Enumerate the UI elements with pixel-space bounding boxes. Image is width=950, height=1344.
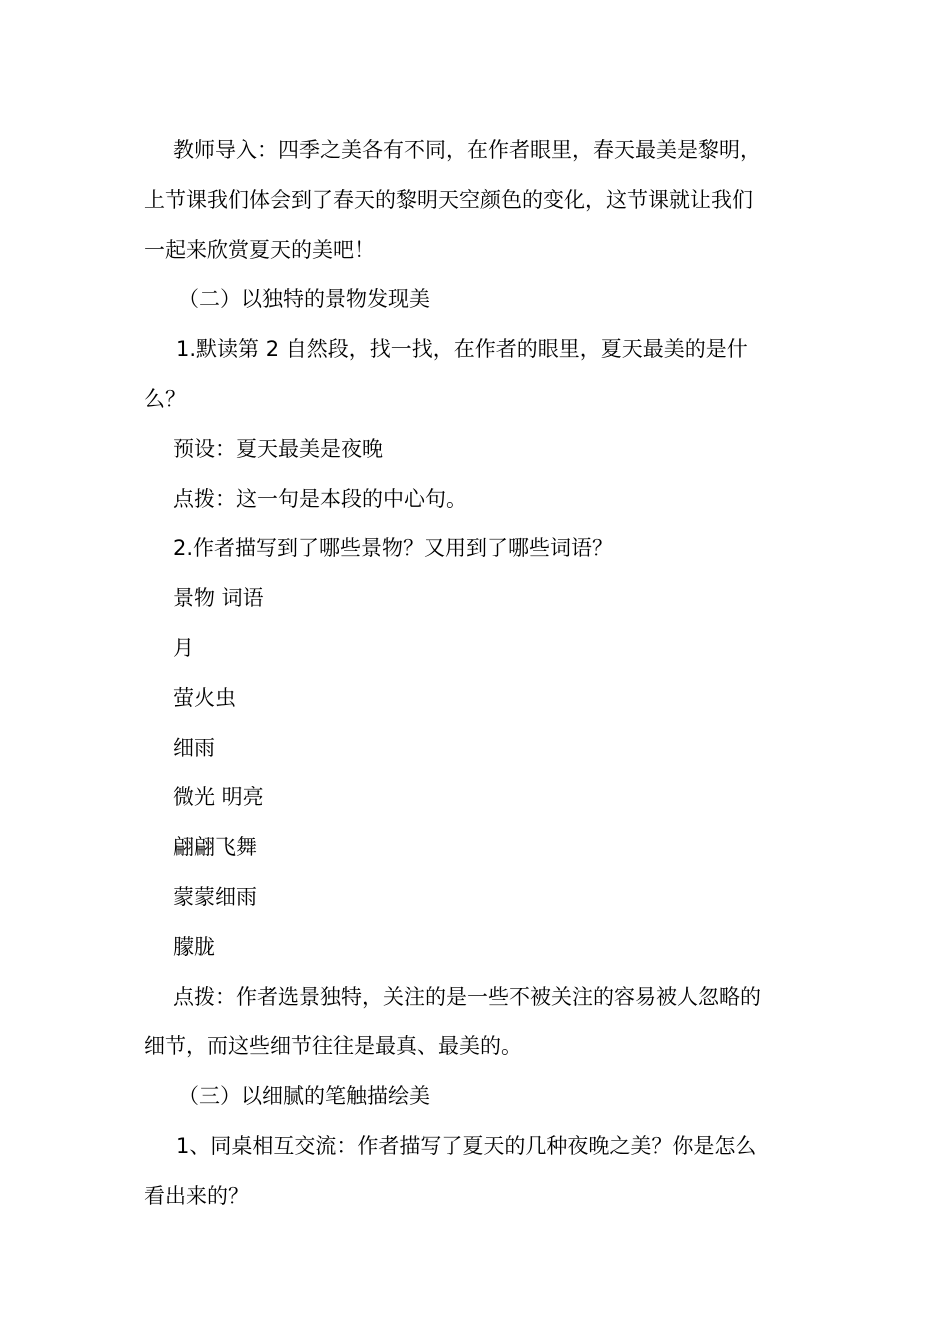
scenery-moon: 月: [173, 635, 194, 660]
words-dancing: 翩翩飞舞: [173, 835, 257, 860]
document-body: [144, 126, 808, 1222]
words-misty-rain: 蒙蒙细雨: [173, 884, 257, 909]
preset-answer: 预设：夏天最美是夜晚: [173, 436, 383, 461]
guidance-2-cont: 细节，而这些细节往往是最真、最美的。: [144, 1034, 522, 1059]
words-hazy: 朦胧: [173, 934, 215, 959]
guidance-2: 点拨：作者选景独特，关注的是一些不被关注的容易被人忽略的: [173, 984, 761, 1009]
scenery-firefly: 萤火虫: [173, 685, 236, 710]
words-glimmer-bright: 微光 明亮: [173, 785, 264, 810]
text-line-teacher-intro: 教师导入：四季之美各有不同，在作者眼里，春天最美是黎明，: [173, 138, 761, 162]
table-header-scenery-words: 景物 词语: [173, 586, 264, 611]
question-1-cont: 么？: [144, 386, 186, 411]
question-2: 2.作者描写到了哪些景物？又用到了哪些词语？: [173, 536, 614, 561]
question-1: 1.默读第 2 自然段，找一找，在作者的眼里，夏天最美的是什: [176, 337, 748, 362]
text-line-teacher-intro-end: 一起来欣赏夏天的美吧！: [144, 237, 375, 262]
exercise-1-cont: 看出来的？: [144, 1183, 249, 1208]
scenery-drizzle: 细雨: [173, 735, 215, 760]
exercise-1: 1、同桌相互交流：作者描写了夏天的几种夜晚之美？你是怎么: [176, 1133, 757, 1158]
guidance-1: 点拨：这一句是本段的中心句。: [173, 486, 467, 511]
section-heading-3: （三）以细腻的笔触描绘美: [178, 1084, 430, 1109]
text-line-teacher-intro-cont: 上节课我们体会到了春天的黎明天空颜色的变化，这节课就让我们: [144, 187, 753, 212]
section-heading-2: （二）以独特的景物发现美: [178, 287, 430, 312]
